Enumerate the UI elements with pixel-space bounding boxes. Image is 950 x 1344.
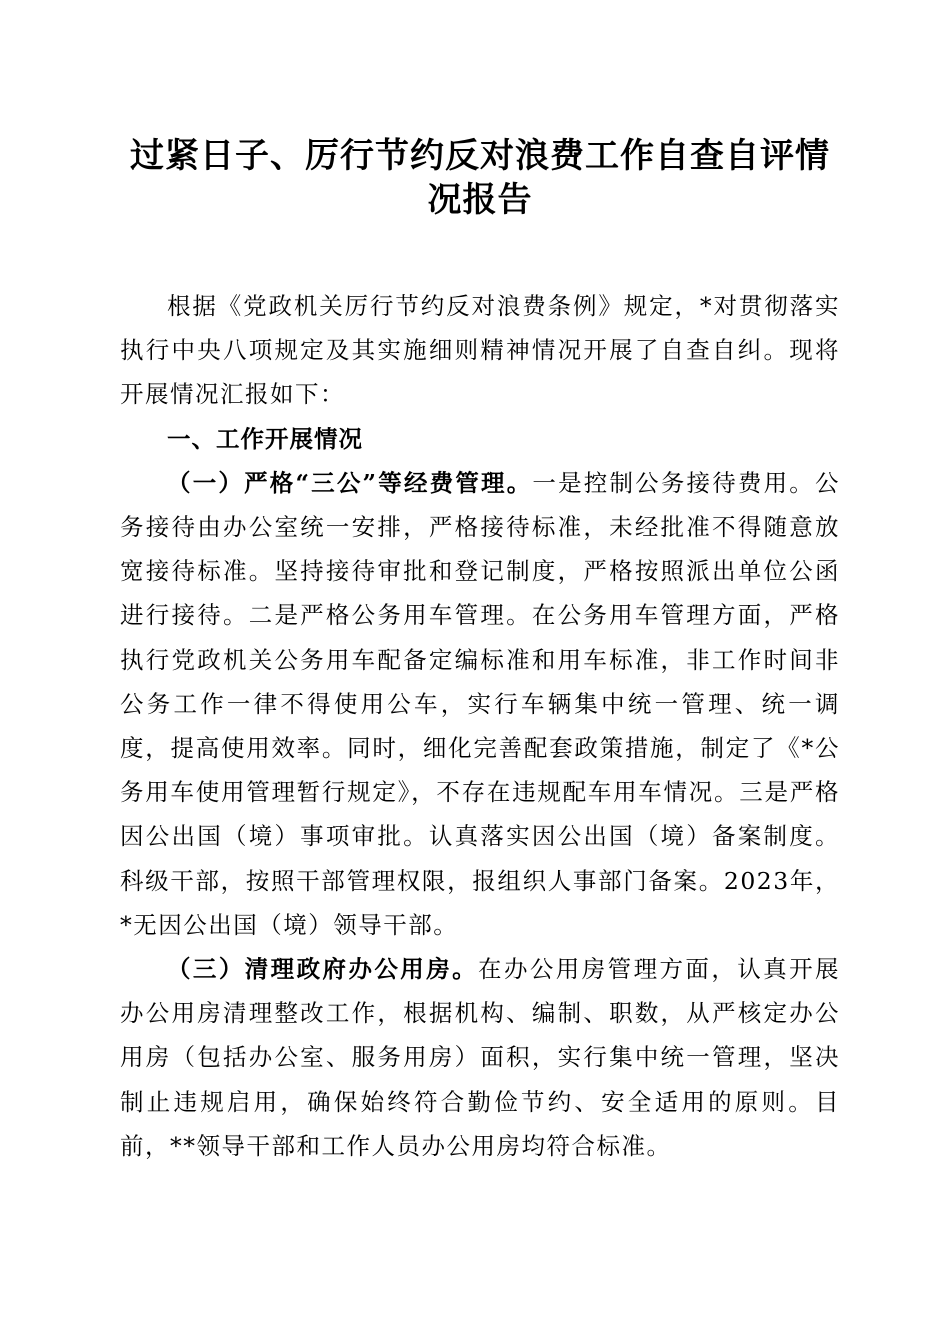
subsection-body: 一是控制公务接待费用。公务接待由办公室统一安排，严格接待标准，未经批准不得随意放宽接待标准。坚持接待审批和登记制度，严格按照派出单位公函进行接待。二是严格公务用车管理。在公务用车管理方面，严格执行党政机关公务用车配备定编标准和用车标准，非工作时间非公务工作一律不得使用公车，实行车辆集中统一管理、统一调度，提高使用效率。同时，细化完善配套政策措施，制定了《*公务用车使用管理暂行规定》，不存在违规配车用车情况。三是严格因公出国（境）事项审批。认真落实因公出国（境）备案制度。科级干部，按照干部管理权限，报组织人事部门备案。2023年，*无因公出国（境）领导干部。 (120, 468, 841, 939)
subsection-lead: （一）严格“三公”等经费管理。 (167, 468, 533, 497)
document-body (120, 284, 840, 1168)
subsection-lead: （三）清理政府办公用房。 (167, 955, 479, 984)
document-page (120, 134, 840, 1168)
intro-paragraph: 根据《党政机关厉行节约反对浪费条例》规定，*对贯彻落实执行中央八项规定及其实施细则精神情况开展了自查自纠。现将开展情况汇报如下： (120, 292, 840, 409)
section-heading-work-status: 一、工作开展情况 (167, 424, 363, 453)
subsection-body: 在办公用房管理方面，认真开展办公用房清理整改工作，根据机构、编制、职数，从严核定办公用房（包括办公室、服务用房）面积，实行集中统一管理，坚决制止违规启用，确保始终符合勤俭节约、安全适用的原则。目前，**领导干部和工作人员办公用房均符合标准。 (120, 955, 841, 1160)
subsection-expense-management (120, 461, 840, 947)
document-title: 过紧日子、厉行节约反对浪费工作自查自评情况报告 (130, 136, 830, 220)
subsection-office-space (120, 947, 840, 1168)
